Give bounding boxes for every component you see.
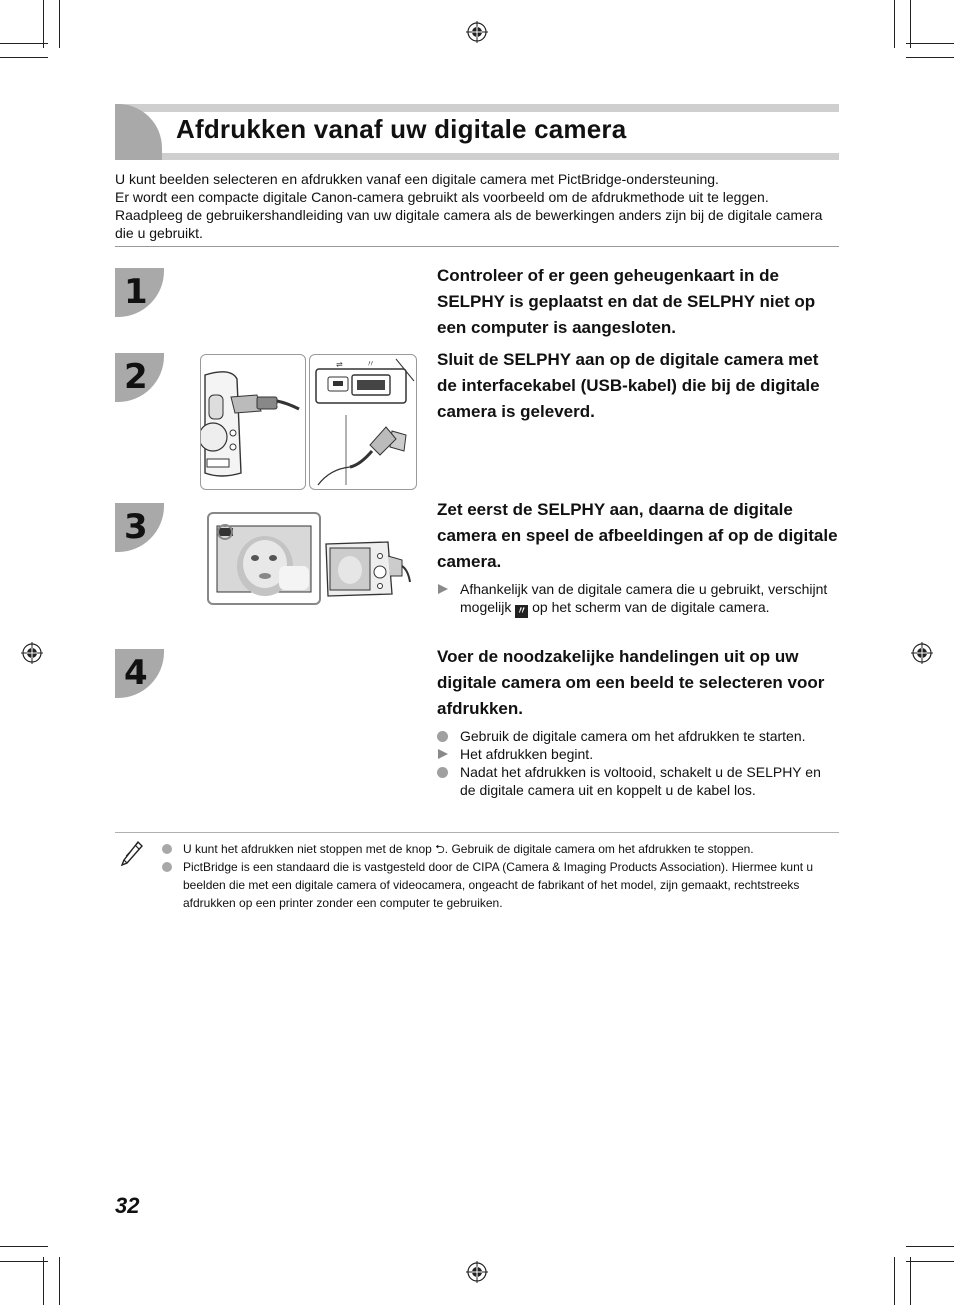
camera-usb-illustration — [200, 354, 306, 490]
bullet-icon — [162, 862, 172, 872]
step-4-heading: Voer de noodzakelijke handelingen uit op uw digitale camera om een beeld te selecteren voor afdrukken. — [437, 647, 825, 718]
notes-list — [160, 840, 840, 912]
list-item: PictBridge is een standaard die is vastgesteld door de CIPA (Camera & Imaging Products Association). Hiermee kunt u beelden die met een digitale camera of videocamera, ongeacht de fabrikant of het model, zijn gemaakt, rechtstreeks afdrukken op een printer zonder een computer te gebruiken. — [160, 858, 840, 912]
page-number: 32 — [115, 1193, 140, 1218]
list-item: U kunt het afdrukken niet stoppen met de knop ⮌. Gebruik de digitale camera om het afdrukken te stoppen. — [160, 840, 840, 858]
registration-mark-icon — [911, 642, 933, 664]
step-3-heading: Zet eerst de SELPHY aan, daarna de digitale camera en speel de afbeeldingen af op de digitale camera. — [437, 500, 838, 571]
step-number: 1 — [124, 272, 148, 312]
title-bar-bottom — [115, 153, 839, 160]
registration-mark-icon — [21, 642, 43, 664]
step-1-heading: Controleer of er geen geheugenkaart in de SELPHY is geplaatst en dat de SELPHY niet op een computer is aangesloten. — [437, 266, 816, 337]
step-number: 2 — [124, 357, 148, 397]
registration-mark-icon — [466, 21, 488, 43]
step-4-bullets — [437, 727, 837, 799]
step-badge-3 — [115, 503, 164, 552]
intro-line: U kunt beelden selecteren en afdrukken vanaf een digitale camera met PictBridge-ondersteuning. — [115, 171, 719, 187]
list-item: Gebruik de digitale camera om het afdrukken te starten. — [437, 727, 837, 745]
camera-playback-illustration — [322, 536, 412, 602]
pictbridge-icon: 〃 — [366, 360, 376, 370]
title-bar-top — [115, 104, 839, 112]
notes-divider — [115, 832, 839, 833]
camera-screen-illustration — [207, 512, 321, 605]
list-item: Nadat het afdrukken is voltooid, schakelt u de SELPHY en de digitale camera uit en koppelt u de kabel los. — [437, 763, 837, 799]
list-item: Het afdrukken begint. — [437, 745, 837, 763]
bullet-icon — [162, 844, 172, 854]
bullet-icon — [437, 767, 448, 778]
step-badge-1 — [115, 268, 164, 317]
arrow-bullet-icon — [438, 584, 448, 594]
step-3-bullets — [437, 580, 837, 618]
selphy-usb-port-illustration — [309, 354, 417, 490]
step-number: 4 — [124, 653, 148, 693]
bullet-icon — [437, 731, 448, 742]
page-title: Afdrukken vanaf uw digitale camera — [176, 114, 627, 144]
step-badge-2 — [115, 353, 164, 402]
back-button-icon: ⮌ — [435, 842, 445, 856]
divider — [115, 246, 839, 247]
list-item: Afhankelijk van de digitale camera die u gebruikt, verschijnt mogelijk 〃 op het scherm van de digitale camera. — [437, 580, 837, 618]
usb-icon: ⇌ — [336, 360, 343, 369]
intro-text — [115, 170, 839, 242]
intro-line: Raadpleeg de gebruikershandleiding van uw digitale camera als de bewerkingen anders zijn bij de digitale camera die u gebruikt. — [115, 207, 823, 241]
arrow-bullet-icon — [438, 749, 448, 759]
registration-mark-icon — [466, 1261, 488, 1283]
intro-line: Er wordt een compacte digitale Canon-camera gebruikt als voorbeeld om de afdrukmethode uit te leggen. — [115, 189, 769, 205]
title-tab — [115, 104, 162, 160]
pencil-note-icon — [118, 838, 144, 866]
step-number: 3 — [124, 507, 148, 547]
step-2-heading: Sluit de SELPHY aan op de digitale camera met de interfacekabel (USB-kabel) die bij de digitale camera is geleverd. — [437, 350, 820, 421]
pictbridge-icon: 〃 — [516, 606, 527, 617]
step-badge-4 — [115, 649, 164, 698]
